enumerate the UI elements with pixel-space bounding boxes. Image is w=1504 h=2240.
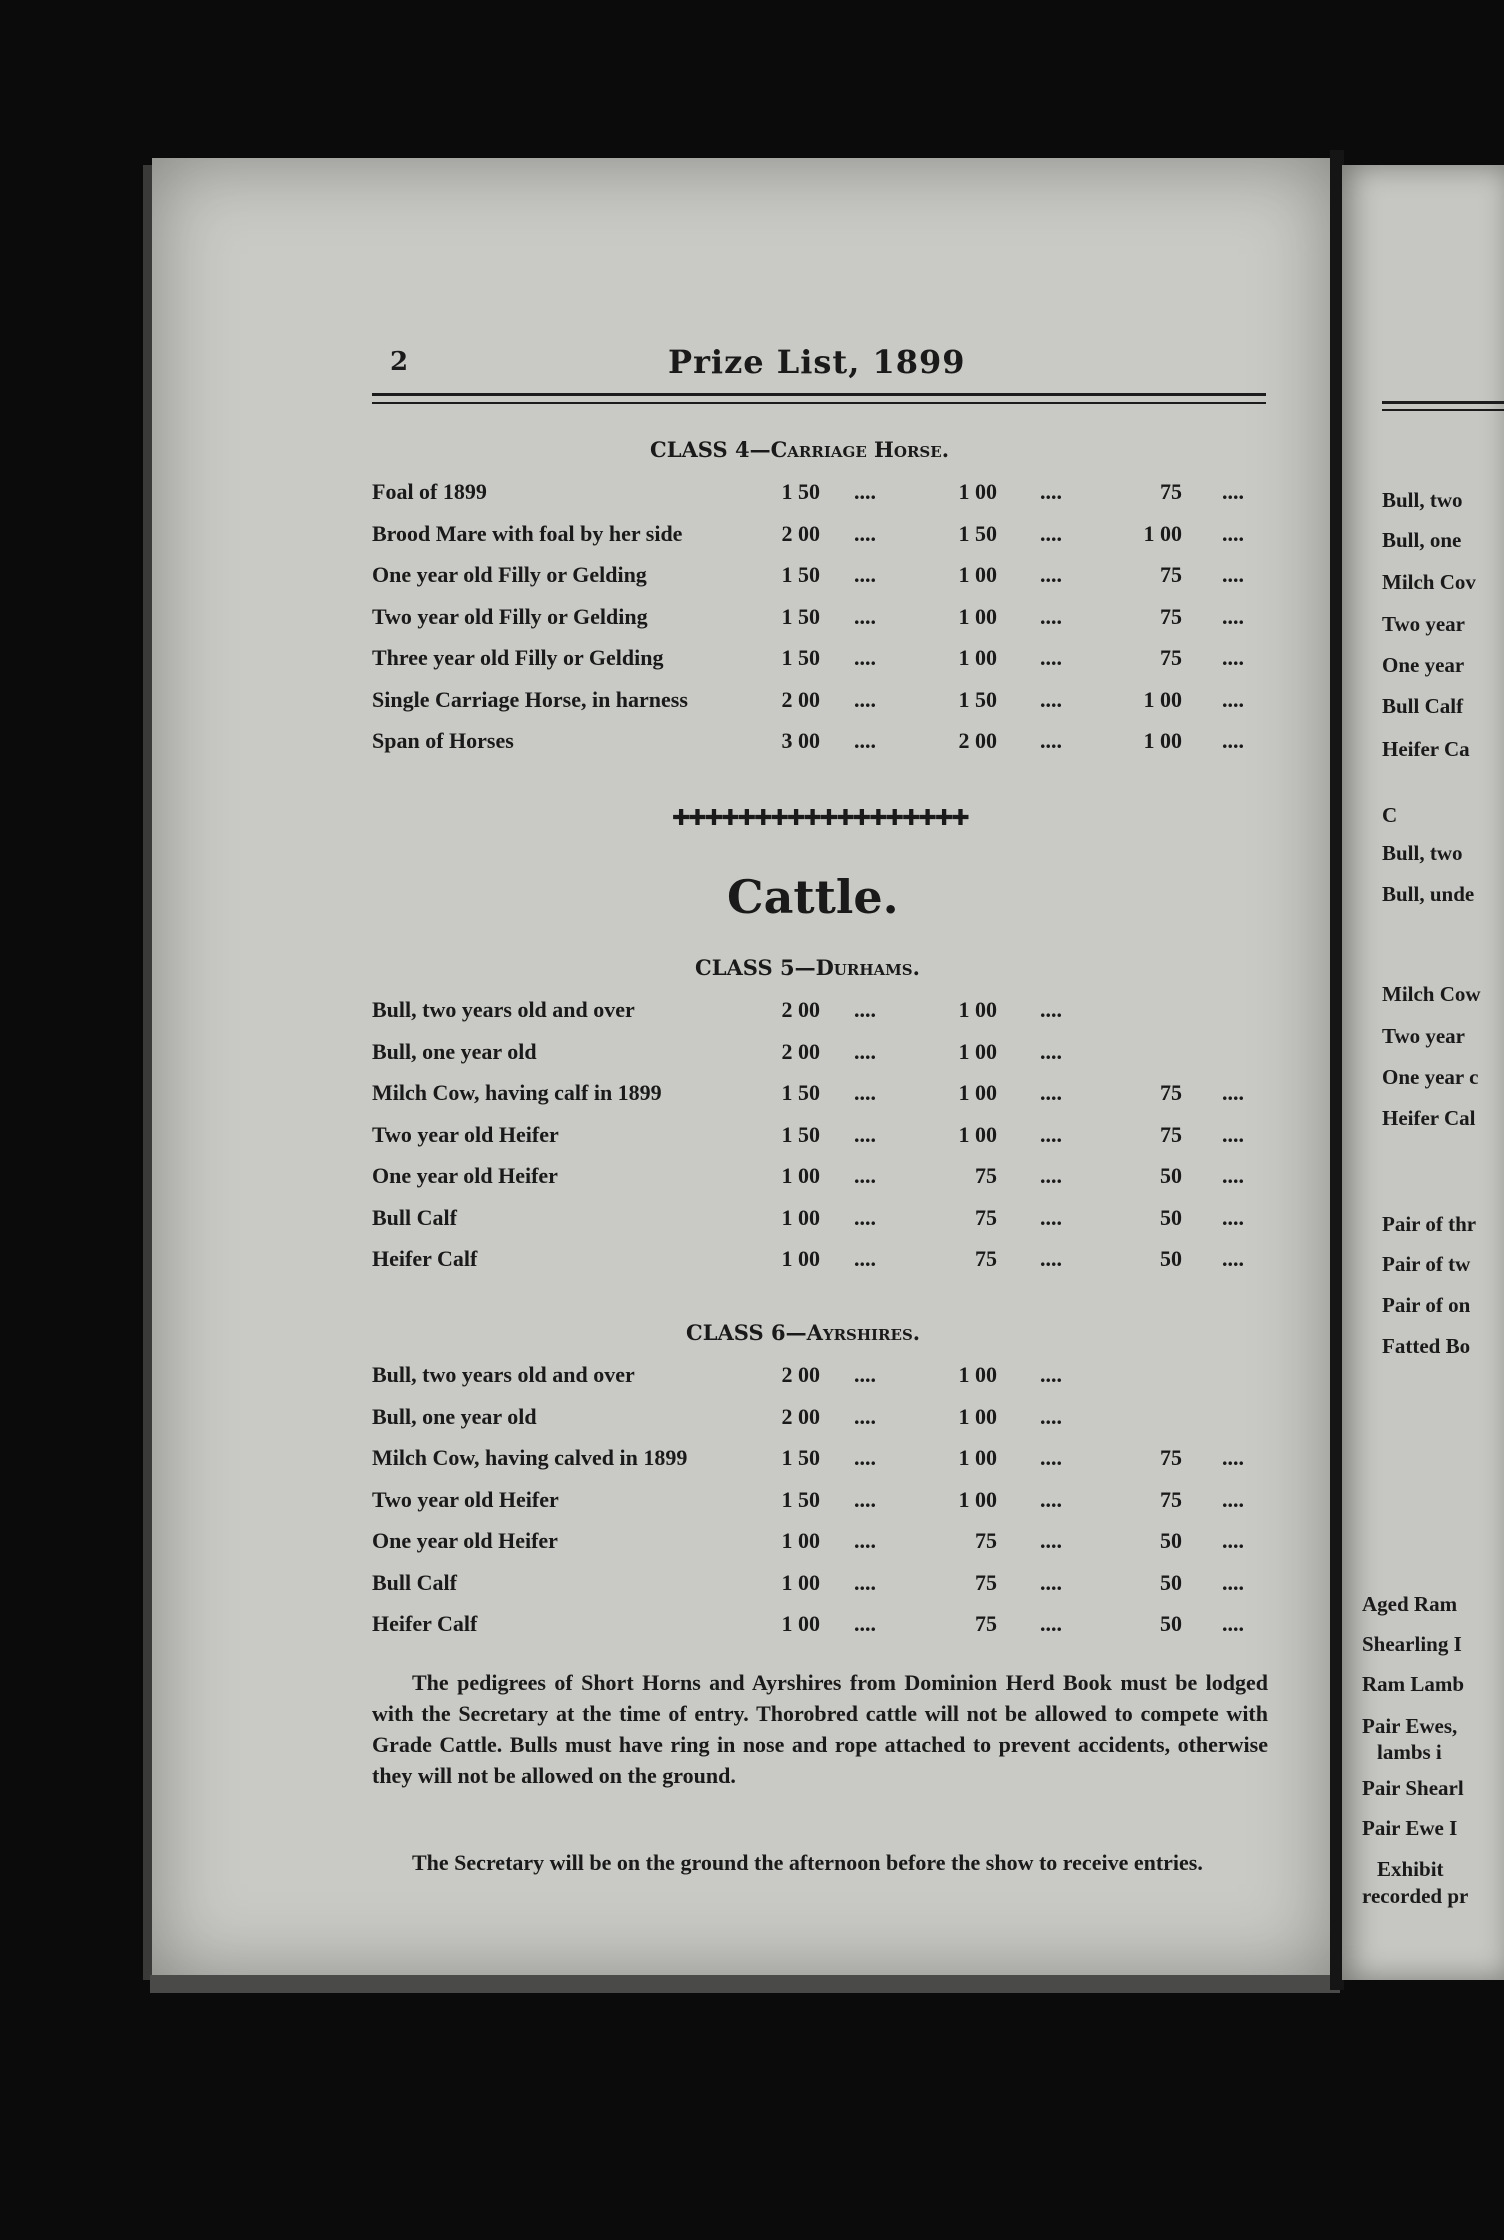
page-edge-bottom (150, 1975, 1340, 1993)
dot-leader: .... (854, 1403, 876, 1429)
prize-row (372, 997, 1272, 1033)
dot-leader: .... (1222, 1163, 1244, 1188)
dot-leader: .... (854, 997, 876, 1022)
second-prize: 1 00 (958, 1403, 997, 1429)
facing-line: Shearling I (1362, 1632, 1462, 1656)
third-prize: 1 00 (1143, 728, 1182, 753)
prize-row (372, 1246, 1272, 1282)
row-label: Milch Cow, having calf in 1899 (372, 1080, 662, 1105)
row-label: Bull Calf (372, 1569, 457, 1595)
second-prize: 75 (975, 1528, 997, 1553)
third-prize: 1 00 (1143, 686, 1182, 712)
first-prize: 2 00 (781, 1038, 820, 1064)
facing-line: C (1382, 803, 1398, 827)
prize-row (372, 1362, 1272, 1398)
second-prize: 75 (975, 1611, 997, 1636)
facing-line: Exhibit (1377, 1857, 1444, 1881)
dot-leader: .... (1040, 520, 1062, 546)
first-prize: 1 50 (781, 1121, 820, 1147)
dot-leader: .... (1040, 603, 1062, 629)
first-prize: 1 50 (781, 603, 820, 629)
prize-row (372, 1611, 1272, 1647)
third-prize: 1 00 (1143, 520, 1182, 546)
dot-leader: .... (854, 562, 876, 587)
first-prize: 1 50 (781, 645, 820, 670)
first-prize: 2 00 (781, 1362, 820, 1387)
class-5-title: CLASS 5—Durhams. (695, 955, 920, 980)
third-prize: 50 (1160, 1528, 1182, 1553)
facing-page (1342, 165, 1504, 1980)
facing-line: Heifer Ca (1382, 737, 1470, 761)
prize-row (372, 604, 1272, 640)
dot-leader: .... (1040, 1611, 1062, 1636)
first-prize: 1 00 (781, 1528, 820, 1553)
facing-line: Two year (1382, 612, 1466, 636)
dot-leader: .... (1040, 1246, 1062, 1271)
third-prize: 75 (1160, 562, 1182, 587)
prize-row (372, 645, 1272, 681)
page-number: 2 (390, 347, 409, 377)
dot-leader: .... (1040, 1080, 1062, 1105)
prize-row (372, 1487, 1272, 1523)
first-prize: 2 00 (781, 520, 820, 546)
third-prize: 75 (1160, 603, 1182, 629)
first-prize: 1 00 (781, 1163, 820, 1188)
row-label: Heifer Calf (372, 1246, 478, 1271)
row-label: One year old Heifer (372, 1528, 558, 1553)
row-label: Bull, one year old (372, 1038, 537, 1064)
first-prize: 1 00 (781, 1204, 820, 1230)
dot-leader: .... (1040, 1163, 1062, 1188)
second-prize: 1 50 (958, 686, 997, 712)
dot-leader: .... (1222, 1528, 1244, 1553)
dot-leader: .... (1040, 686, 1062, 712)
row-label: Two year old Heifer (372, 1486, 559, 1512)
class-4-title: CLASS 4—Carriage Horse. (650, 437, 950, 462)
facing-line: Pair of on (1382, 1293, 1471, 1317)
second-prize: 1 50 (958, 520, 997, 546)
first-prize: 1 50 (781, 1080, 820, 1105)
dot-leader: .... (1222, 686, 1244, 712)
second-prize: 75 (975, 1204, 997, 1230)
dot-leader: .... (1222, 562, 1244, 587)
dot-leader: .... (854, 1163, 876, 1188)
third-prize: 50 (1160, 1204, 1182, 1230)
dot-leader: .... (854, 603, 876, 629)
row-label: Span of Horses (372, 728, 514, 753)
first-prize: 2 00 (781, 1403, 820, 1429)
second-prize: 1 00 (958, 562, 997, 587)
dot-leader: .... (1222, 1246, 1244, 1271)
dot-leader: .... (1222, 645, 1244, 670)
dot-leader: .... (1040, 1038, 1062, 1064)
dot-leader: .... (1040, 645, 1062, 670)
dot-leader: .... (1222, 520, 1244, 546)
row-label: Two year old Filly or Gelding (372, 603, 648, 629)
facing-line: Bull, unde (1382, 882, 1475, 906)
row-label: One year old Filly or Gelding (372, 562, 647, 587)
dot-leader: .... (1222, 1445, 1244, 1470)
row-label: Bull, two years old and over (372, 1362, 635, 1387)
dot-leader: .... (1222, 1080, 1244, 1105)
facing-line: lambs i (1377, 1740, 1442, 1764)
third-prize: 75 (1160, 645, 1182, 670)
row-label: Heifer Calf (372, 1611, 478, 1636)
first-prize: 1 00 (781, 1611, 820, 1636)
prize-row (372, 1122, 1272, 1158)
facing-line: Pair of tw (1382, 1252, 1471, 1276)
first-prize: 1 50 (781, 562, 820, 587)
dot-leader: .... (1222, 728, 1244, 753)
row-label: Three year old Filly or Gelding (372, 645, 664, 670)
dot-leader: .... (1222, 1569, 1244, 1595)
prize-row (372, 1163, 1272, 1199)
facing-line: recorded pr (1362, 1884, 1469, 1908)
third-prize: 50 (1160, 1569, 1182, 1595)
first-prize: 1 50 (781, 1445, 820, 1470)
third-prize: 50 (1160, 1611, 1182, 1636)
first-prize: 1 00 (781, 1246, 820, 1271)
dot-leader: .... (1040, 1403, 1062, 1429)
dot-leader: .... (854, 1569, 876, 1595)
second-prize: 1 00 (958, 1445, 997, 1470)
dot-leader: .... (1040, 479, 1062, 504)
facing-line: Bull Calf (1382, 694, 1464, 718)
facing-line: Milch Cov (1382, 570, 1476, 594)
secretary-note: The Secretary will be on the ground the afternoon before the show to receive entries. (412, 1850, 1203, 1875)
dot-leader: .... (854, 1445, 876, 1470)
prize-row (372, 1039, 1272, 1075)
second-prize: 1 00 (958, 1121, 997, 1147)
second-prize: 1 00 (958, 479, 997, 504)
dot-leader: .... (1040, 1362, 1062, 1387)
first-prize: 3 00 (781, 728, 820, 753)
row-label: Bull, one year old (372, 1403, 537, 1429)
dot-leader: .... (1040, 1569, 1062, 1595)
dot-leader: .... (1040, 1121, 1062, 1147)
second-prize: 1 00 (958, 997, 997, 1022)
first-prize: 2 00 (781, 686, 820, 712)
second-prize: 2 00 (958, 728, 997, 753)
dot-leader: .... (1040, 562, 1062, 587)
running-title: Prize List, 1899 (668, 343, 966, 381)
second-prize: 1 00 (958, 645, 997, 670)
row-label: Bull, two years old and over (372, 997, 635, 1022)
facing-line: Bull, two (1382, 841, 1463, 865)
prize-row (372, 1404, 1272, 1440)
facing-line: One year (1382, 653, 1465, 677)
first-prize: 2 00 (781, 997, 820, 1022)
facing-line: Pair Shearl (1362, 1776, 1464, 1800)
dot-leader: .... (854, 520, 876, 546)
prize-row (372, 1528, 1272, 1564)
dot-leader: .... (854, 1528, 876, 1553)
dot-leader: .... (854, 645, 876, 670)
first-prize: 1 50 (781, 479, 820, 504)
dot-leader: .... (1040, 1528, 1062, 1553)
facing-line: Pair Ewes, (1362, 1714, 1458, 1738)
second-prize: 1 00 (958, 1362, 997, 1387)
dot-leader: .... (1222, 603, 1244, 629)
facing-line: Milch Cow (1382, 982, 1481, 1006)
dot-leader: .... (1040, 1445, 1062, 1470)
prize-row (372, 562, 1272, 598)
facing-line: Bull, one (1382, 528, 1462, 552)
dot-leader: .... (1040, 1204, 1062, 1230)
facing-line: Fatted Bo (1382, 1334, 1471, 1358)
pedigree-note: The pedigrees of Short Horns and Ayrshires from Dominion Herd Book must be lodged with the Secretary at the time of entry. Thorobred cattle will not be allowed to compete with Grade Cattle. Bulls must have ring in nose and rope attached to prevent accidents, otherwise they will not be allowed on the ground. (372, 1670, 1268, 1788)
class-6-title: CLASS 6—Ayrshires. (686, 1320, 921, 1345)
dot-leader: .... (854, 1486, 876, 1512)
dot-leader: .... (854, 1204, 876, 1230)
dot-leader: .... (854, 1080, 876, 1105)
dot-leader: .... (1222, 1486, 1244, 1512)
prize-row (372, 687, 1272, 723)
row-label: Bull Calf (372, 1204, 457, 1230)
row-label: Single Carriage Horse, in harness (372, 686, 688, 712)
third-prize: 75 (1160, 479, 1182, 504)
prize-row (372, 1205, 1272, 1241)
dot-leader: .... (854, 1246, 876, 1271)
dot-leader: .... (1040, 1486, 1062, 1512)
facing-line: Pair Ewe I (1362, 1816, 1458, 1840)
third-prize: 50 (1160, 1163, 1182, 1188)
third-prize: 75 (1160, 1080, 1182, 1105)
ornament-divider: ✚✚✚✚✚✚✚✚✚✚✚✚✚✚✚✚✚✚ (672, 806, 968, 831)
second-prize: 1 00 (958, 1486, 997, 1512)
dot-leader: .... (854, 1611, 876, 1636)
row-label: One year old Heifer (372, 1163, 558, 1188)
prize-row (372, 1570, 1272, 1606)
facing-line: Two year (1382, 1024, 1466, 1048)
prize-row (372, 1080, 1272, 1116)
dot-leader: .... (854, 479, 876, 504)
third-prize: 75 (1160, 1121, 1182, 1147)
first-prize: 1 50 (781, 1486, 820, 1512)
second-prize: 1 00 (958, 1038, 997, 1064)
dot-leader: .... (854, 1362, 876, 1387)
facing-line: Aged Ram (1362, 1592, 1458, 1616)
dot-leader: .... (1222, 1204, 1244, 1230)
facing-line: Bull, two (1382, 488, 1463, 512)
facing-header-rule (1382, 401, 1504, 411)
dot-leader: .... (854, 1121, 876, 1147)
dot-leader: .... (1222, 1611, 1244, 1636)
facing-line: Ram Lamb (1362, 1672, 1465, 1696)
prize-row (372, 1445, 1272, 1481)
dot-leader: .... (854, 686, 876, 712)
prize-row (372, 728, 1272, 764)
third-prize: 75 (1160, 1445, 1182, 1470)
facing-line: One year c (1382, 1065, 1479, 1089)
first-prize: 1 00 (781, 1569, 820, 1595)
third-prize: 75 (1160, 1486, 1182, 1512)
second-prize: 1 00 (958, 603, 997, 629)
dot-leader: .... (1040, 997, 1062, 1022)
facing-line: Pair of thr (1382, 1212, 1477, 1236)
dot-leader: .... (854, 728, 876, 753)
second-prize: 1 00 (958, 1080, 997, 1105)
section-title: Cattle. (727, 870, 899, 924)
second-prize: 75 (975, 1246, 997, 1271)
header-rule (372, 393, 1266, 404)
dot-leader: .... (854, 1038, 876, 1064)
row-label: Brood Mare with foal by her side (372, 520, 683, 546)
facing-line: Heifer Cal (1382, 1106, 1476, 1130)
dot-leader: .... (1222, 479, 1244, 504)
dot-leader: .... (1040, 728, 1062, 753)
second-prize: 75 (975, 1569, 997, 1595)
prize-row (372, 479, 1272, 515)
row-label: Two year old Heifer (372, 1121, 559, 1147)
dot-leader: .... (1222, 1121, 1244, 1147)
row-label: Foal of 1899 (372, 479, 487, 504)
second-prize: 75 (975, 1163, 997, 1188)
row-label: Milch Cow, having calved in 1899 (372, 1445, 688, 1470)
prize-row (372, 521, 1272, 557)
third-prize: 50 (1160, 1246, 1182, 1271)
